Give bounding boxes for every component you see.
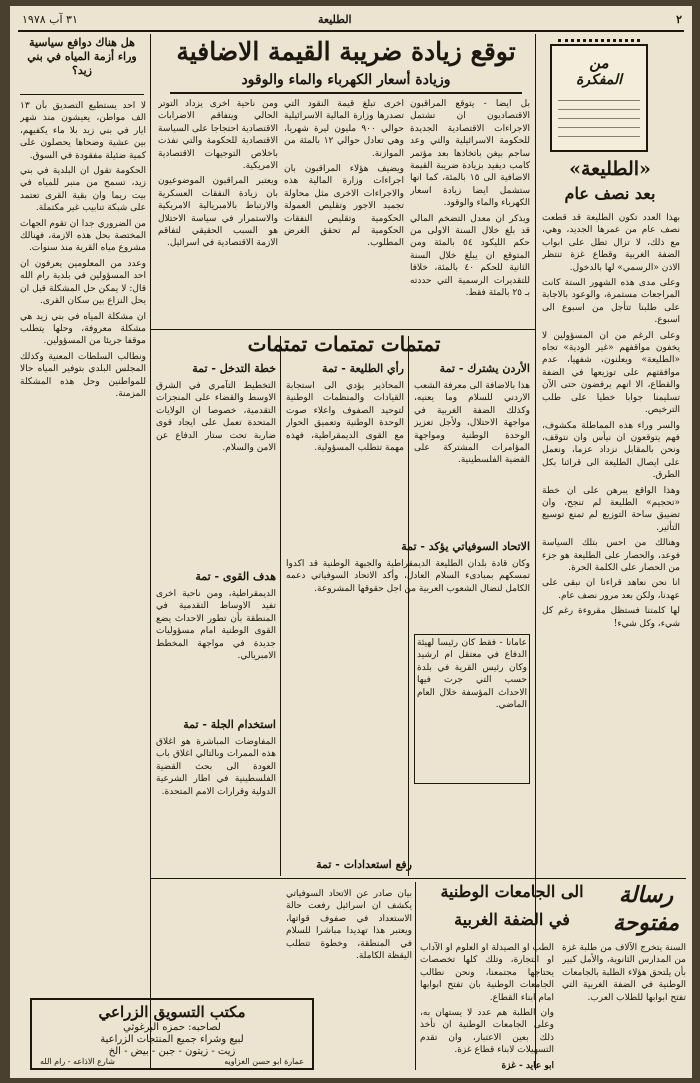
tamtamat-banner: تمتمات تمتمات تمتمات (247, 332, 441, 356)
newspaper-page (10, 6, 692, 1078)
ad-title: مكتب التسويق الزراعي (98, 1003, 246, 1021)
letter-title-3: الى الجامعات الوطنية (440, 882, 584, 901)
main-paragraph: ويضيف هؤلاء المراقبون بان اجراءات وزارة المالية هذه والاجراءات الاخرى مثل محاولة تجميد الاجور وتقليص العمولة الحكومية وتقليص النفقات الحكومية لم تحقق الغرض المطلوب. (284, 164, 404, 249)
tamtamat-item-body: الديمقراطية، ومن ناحية اخرى تفيد الاوساط التقدمية في المنطقة بأن تطور الاحداث يضع القوى الوطنية امام مسؤوليات جديدة في مواجهة المخطط الامبريالي. (156, 589, 276, 662)
editorial-paragraph: والسر وراء هذه المماطلة مكشوف، فهم يتوقعون ان نيأس وان نتوقف، ونحن بالمقابل نزداد عزما، ونعمل على ايصال الطليعة الى قرائنا بكل الطرق. (542, 420, 680, 481)
tamtamat-item-body: هذا بالاضافة الى معرفة الشعب الاردني للسلام وما يعنيه، وكذلك الضفة الغربية في مواجهة الاحتلال، ولأجل تعزيز الوحدة الوطنية ومواجهة المؤامرات المشتركة على القضية الفلسطينية. (414, 381, 530, 466)
issue-date: ٣١ آب ١٩٧٨ (22, 13, 78, 26)
left-paragraph: لا احد يستطيع التصديق بأن ١٣ الف مواطن، يعيشون منذ شهر ايار في بني زيد بلا ماء يكفيهم، بين عشية وضحاها يحصلون على كمية ضئيلة مفقودة في السوق. (20, 101, 146, 161)
ad-address-left: شارع الاذاعه - رام الله (40, 1057, 115, 1066)
left-paragraph: من الضروري جدا ان تقوم الجهات المختصة بحل هذه الازمة، فهنالك مشروع مياه القرية منذ سنوات. (20, 218, 146, 254)
tamtamat-item-title: الاتحاد السوفياتي يؤكد - تمة (401, 540, 530, 553)
letter-paragraph: السنة يتخرج الآلاف من طلبة غزة من المدارس الثانوية، والأمل كبير بأن يلتحق هؤلاء الطلبة بالجامعات الوطنية في الضفة الغربية التي تفتح ابوابها للطلاب العرب. (562, 943, 686, 1003)
letter-title-2: مفتوحة (612, 910, 680, 936)
left-headline: هل هناك دوافع سياسية وراء أزمة المياه في بني زيد؟ (27, 36, 137, 77)
left-rule (20, 94, 144, 95)
editorial-subtitle: بعد نصف عام (564, 184, 656, 203)
tamtamat-item-body: وكان قادة بلدان الطليعة الديمقراطية والجبهة الوطنية قد اكدوا تمسكهم بمبادىء السلام العادل، وأكد الاتحاد السوفياتي دعمه الكامل لنضال الشعوب العربية من اجل حقوقها المشروعة. (286, 559, 530, 594)
corner-line-1: من (589, 54, 609, 72)
tamtamat-item-title: استخدام الجلة - تمة (183, 718, 276, 731)
notebook-lines (558, 92, 640, 140)
left-paragraph: ان مشكلة المياه في بني زيد هي مشكلة معروفة، وحلها يتطلب موقفا جريئا من المسؤولين. (20, 311, 146, 347)
main-col-2 (284, 98, 404, 326)
ad-line-1: لبيع وشراء جميع المنتجات الزراعية (100, 1034, 244, 1045)
main-paragraph: ومن ناحية اخرى يزداد التوتر الحالي ويتفاقم الاضرابات الاقتصادية احتجاجا على السياسة الاقتصادية للحكومة والتي نفذت باخلاص التوجيهات الاقتصادية الامريكية. (158, 99, 278, 172)
left-paragraph: وعدد من المعلومين يعرفون ان احد المسؤولين في بلدية رام الله قال: لا يمكن حل المشكلة قبل ان يحل النزاع بين سكان القرى. (20, 258, 146, 307)
editorial-body (542, 212, 680, 872)
ad-owner: لصاحبه: حمزه البرغوثي (123, 1022, 221, 1033)
rule-c2 (280, 336, 281, 876)
rule-c3 (415, 882, 416, 1070)
ad-line-2: زيت - زيتون - جبن - بيض - الخ (108, 1046, 236, 1057)
publication-name: الطليعة (318, 13, 352, 26)
letter-paragraph: الطب او الصيدلة او العلوم او الآداب او التجارة، وتلك كلها تخصصات يحتاجها مجتمعنا، ونحن نطالب الجامعات الوطنية بان تفتح ابوابها امام ابناء القطاع. (420, 943, 554, 1003)
notebook-icon (550, 44, 648, 152)
left-paragraph: الحكومة تقول ان البلدية في بني زيد، تسمح من منبر للمياه في بيت ريما وان بقية القرى تعتمد على شبكة تنابيب غير مكتملة. (20, 166, 146, 214)
left-body (20, 100, 146, 980)
tamtamat-item-title: هدف القوى - تمة (195, 570, 276, 583)
tamtamat-item-body: التخطيط التآمري في الشرق الاوسط والقضاء على المنجزات التقدمية، خصوصا ان الولايات المتحدة تعمل على ايجاد قوى ضاربة تحت ستار الدفاع عن الامن والسلام. (156, 381, 276, 454)
tamtamat-box-note: عامانا - فقط كان رئيسا لهيئة الدفاع في معتقل ام ارشيد وكان رئيس القرية في بلدة حسب التي جرت فيها الاحداث المؤسفة خلال العام الماضي. (414, 634, 530, 784)
letter-signature: ابو عايد - غزة (501, 1060, 554, 1070)
editorial-paragraph: بهذا العدد تكون الطليعة قد قطعت نصف عام من عمرها الجديد، وهي، مع ذلك، لا تزال تطل على ابواب الضفة الغربية وقطاع غزة تنتظر الاذن «الرسمي» لها بالدخول. (542, 213, 680, 273)
main-paragraph: بل ايضا - يتوقع المراقبون الاقتصاديون ان تشتمل الاجراءات الاقتصادية الجديدة للحكومة الاسرائيلية والتي وعد ساجم بيغن باتخاذها بعد مؤتمر كامب ديفيد بزيادة ضريبة القيمة الاضافية الى ١٥ بالمئة، كما انها ستشمل ايضا زيادة اسعار الكهرباء والماء والوقود. (410, 99, 530, 209)
rule-low (151, 878, 535, 879)
left-paragraph: ونطالب السلطات المعنية وكذلك المجلس البلدي بتوفير المياه حالا للمواطنين وحل هذه المشكلة المزمنة. (20, 351, 146, 399)
editorial-paragraph: وهذا الواقع يبرهن على ان خطة «تحجيم» الطليعة لم تنجح، وان تضييق ساحة التوزيع لم تمنع توسيع التأثير. (542, 485, 680, 533)
rule-right-low (536, 878, 686, 879)
page-header (18, 12, 684, 32)
main-paragraph: ويعتبر المراقبون الموضوعيون بان زيادة النفقات العسكرية والارتباط بالامبريالية الامريكية والاستمرار في سياسة الاحتلال هو السبب الحقيقي لتفاقم الازمة الاقتصادية في اسرائيل. (158, 176, 278, 249)
rule-left (150, 34, 151, 1070)
tamtamat-item-title: الأردن يشترك - تمة (439, 362, 530, 375)
letter-paragraph: وان الطلبة هم عدد لا يستهان به، وعلى الجامعات الوطنية ان تأخذ ذلك بعين الاعتبار، وان تقدم التسهيلات لابناء قطاع غزة. (420, 1008, 554, 1056)
letter-title-4: في الضفة الغربية (454, 910, 570, 929)
main-col-1 (410, 98, 530, 326)
tamtamat-item-title: خطة التدخل - تمة (192, 362, 276, 375)
tamtamat-item-title: رفع استعدادات - تمة (316, 858, 412, 871)
corner-line-2: المفكرة (575, 72, 623, 88)
notebook-rings (558, 39, 640, 52)
tamtamat-item-body: المفاوضات المباشرة هو اغلاق هذه الممرات وبالتالي اغلاق باب العودة الى بحث القضية الفلسطينية في اطار الشرعية الدولية وقرارات الامم المتحدة. (156, 737, 276, 797)
letter-title-1: رسالة (618, 882, 674, 908)
main-paragraph: ويذكر ان معدل التضخم المالي قد بلغ خلال السنة الاولى من حكم الليكود ٥٤ بالمئة ومن المتوقع ان يبلغ خلال السنة الثانية للحكم ٤٠ بالمئة، خلافا للتقديرات الرسمية التي حددته بـ ٢٥ بالمئة فقط. (410, 213, 530, 299)
editorial-paragraph: وعلى الرغم من ان المسؤولين لا يخفون مواقفهم «غير الودية» تجاه «الطليعة» ويعلنون، شفهيا، عدم موافقتهم على توزيعها في الضفة والقطاع، الا انهم يرفضون حتى الآن تسليمنا جوابا خطيا على طلب الترخيص. (542, 330, 680, 416)
main-subheadline: وزيادة أسعار الكهرباء والماء والوقود (241, 72, 451, 88)
ad-box (30, 998, 314, 1070)
main-col-3 (158, 98, 278, 326)
editorial-paragraph: وهنالك من احس بتلك السياسة فوعد، والحصار على الطليعة هو جزء من الحصار على الكلمة الحرة. (542, 538, 680, 573)
editorial-paragraph: انا نحن نعاهد قراءنا ان نبقى على عهدنا، ولكن بعد مرور نصف عام. (542, 578, 680, 601)
editorial-title: «الطليعة» (569, 158, 651, 180)
ad-address-right: عمارة ابو حسن الغزاويه (224, 1057, 304, 1066)
editorial-paragraph: لها كلمتنا فستظل مقروءة رغم كل شيء، وكل شيء! (542, 606, 680, 629)
rule-mid (151, 329, 535, 330)
editorial-paragraph: وعلى مدى هذه الشهور الستة كانت المراجعات مستمرة، والوعود بالاجابة على طلبنا تتأجل من اسبوع الى اسبوع. (542, 278, 680, 326)
letter-col-1 (562, 942, 686, 1070)
page-number: ٢ (676, 13, 682, 26)
main-paragraph: اخرى تبلغ قيمة النقود التي تصدرها وزارة المالية الاسرائيلية حوالي ٩٠٠ مليون ليرة شهريا، وهي تعادل حوالي ١٢ بالمئة من الموازنة. (284, 99, 404, 159)
main-headline: توقع زيادة ضريبة القيمة الاضافية (176, 37, 516, 66)
letter-col-2 (420, 942, 554, 1070)
tamtamat-item-body: بيان صادر عن الاتحاد السوفياتي يكشف ان اسرائيل رفعت حالة الاستعداد في صفوف قواتها، ويعتبر هذا تهديدا مباشرا للسلام في المنطقة، وخطوة تتطلب اليقظة الكاملة. (286, 889, 412, 962)
tamtamat-item-title: رأي الطليعة - تمة (322, 362, 404, 375)
headline-rule (170, 92, 522, 94)
tamtamat-item-body: المحاذير يؤدي الى استجابة القيادات والمنظمات الوطنية لتوحيد الصفوف واعلاء صوت الوحدة الوطنية وتعميق الحوار مع القوى الديمقراطية، فهذه مهمة تتطلب المسؤولية. (286, 381, 404, 454)
